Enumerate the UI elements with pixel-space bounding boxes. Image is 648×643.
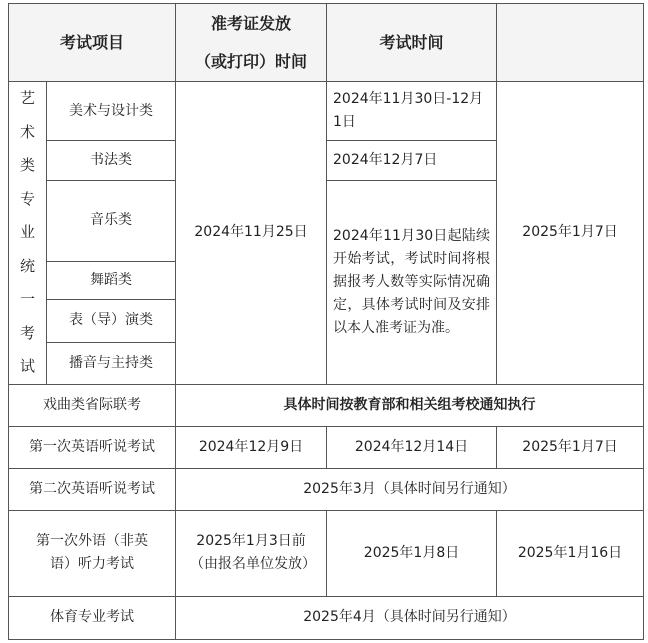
arts-category-dance: 舞蹈类: [47, 261, 176, 299]
arts-exam-note: 2024年11月30日起陆续开始考试，考试时间将根据报考人数等实际情况确定，具体考试时间及安排以本人准考证为准。: [327, 181, 497, 385]
foreign1-admission: 2025年1月3日前（由报名单位发放）: [176, 510, 327, 596]
drama-note: 具体时间按教育部和相关组考校通知执行: [176, 384, 644, 426]
header-admission-line1: 准考证发放: [211, 13, 292, 33]
foreign1-row: [9, 510, 644, 596]
foreign1-exam: 2025年1月8日: [327, 510, 497, 596]
english1-row: [9, 426, 644, 468]
sports-label: 体育专业考试: [9, 596, 176, 639]
arts-category-music: 音乐类: [47, 181, 176, 262]
arts-exam-calligraphy: 2024年12月7日: [327, 141, 497, 181]
arts-row-fine-arts: [9, 82, 644, 141]
english1-result: 2025年1月7日: [497, 426, 644, 468]
english2-row: [9, 468, 644, 510]
header-admission-time: [176, 4, 327, 82]
header-admission-line2: （或打印）时间: [195, 51, 308, 71]
arts-result-date: 2025年1月7日: [497, 82, 644, 385]
exam-schedule-table: [8, 3, 644, 640]
english1-exam: 2024年12月14日: [327, 426, 497, 468]
drama-label: 戏曲类省际联考: [9, 384, 176, 426]
arts-group-text: 艺 术 类 专 业 统 一 考 试: [19, 89, 35, 375]
english1-admission: 2024年12月9日: [176, 426, 327, 468]
arts-category-broadcasting: 播音与主持类: [47, 342, 176, 384]
arts-category-performance: 表（导）演类: [47, 299, 176, 342]
header-blank-cell: [497, 4, 644, 82]
header-exam-time: 考试时间: [327, 4, 497, 82]
header-exam-project: 考试项目: [9, 4, 176, 82]
arts-group-label: [9, 82, 47, 385]
english1-label: 第一次英语听说考试: [9, 426, 176, 468]
foreign1-result: 2025年1月16日: [497, 510, 644, 596]
arts-exam-fine-arts: 2024年11月30日-12月1日: [327, 82, 497, 141]
header-row: [9, 4, 644, 82]
sports-row: [9, 596, 644, 639]
arts-category-fine-arts: 美术与设计类: [47, 82, 176, 141]
arts-category-calligraphy: 书法类: [47, 141, 176, 181]
foreign1-label: 第一次外语（非英语）听力考试: [9, 510, 176, 596]
arts-admission-date: 2024年11月25日: [176, 82, 327, 385]
english2-label: 第二次英语听说考试: [9, 468, 176, 510]
english2-note: 2025年3月（具体时间另行通知）: [176, 468, 644, 510]
drama-row: [9, 384, 644, 426]
sports-note: 2025年4月（具体时间另行通知）: [176, 596, 644, 639]
